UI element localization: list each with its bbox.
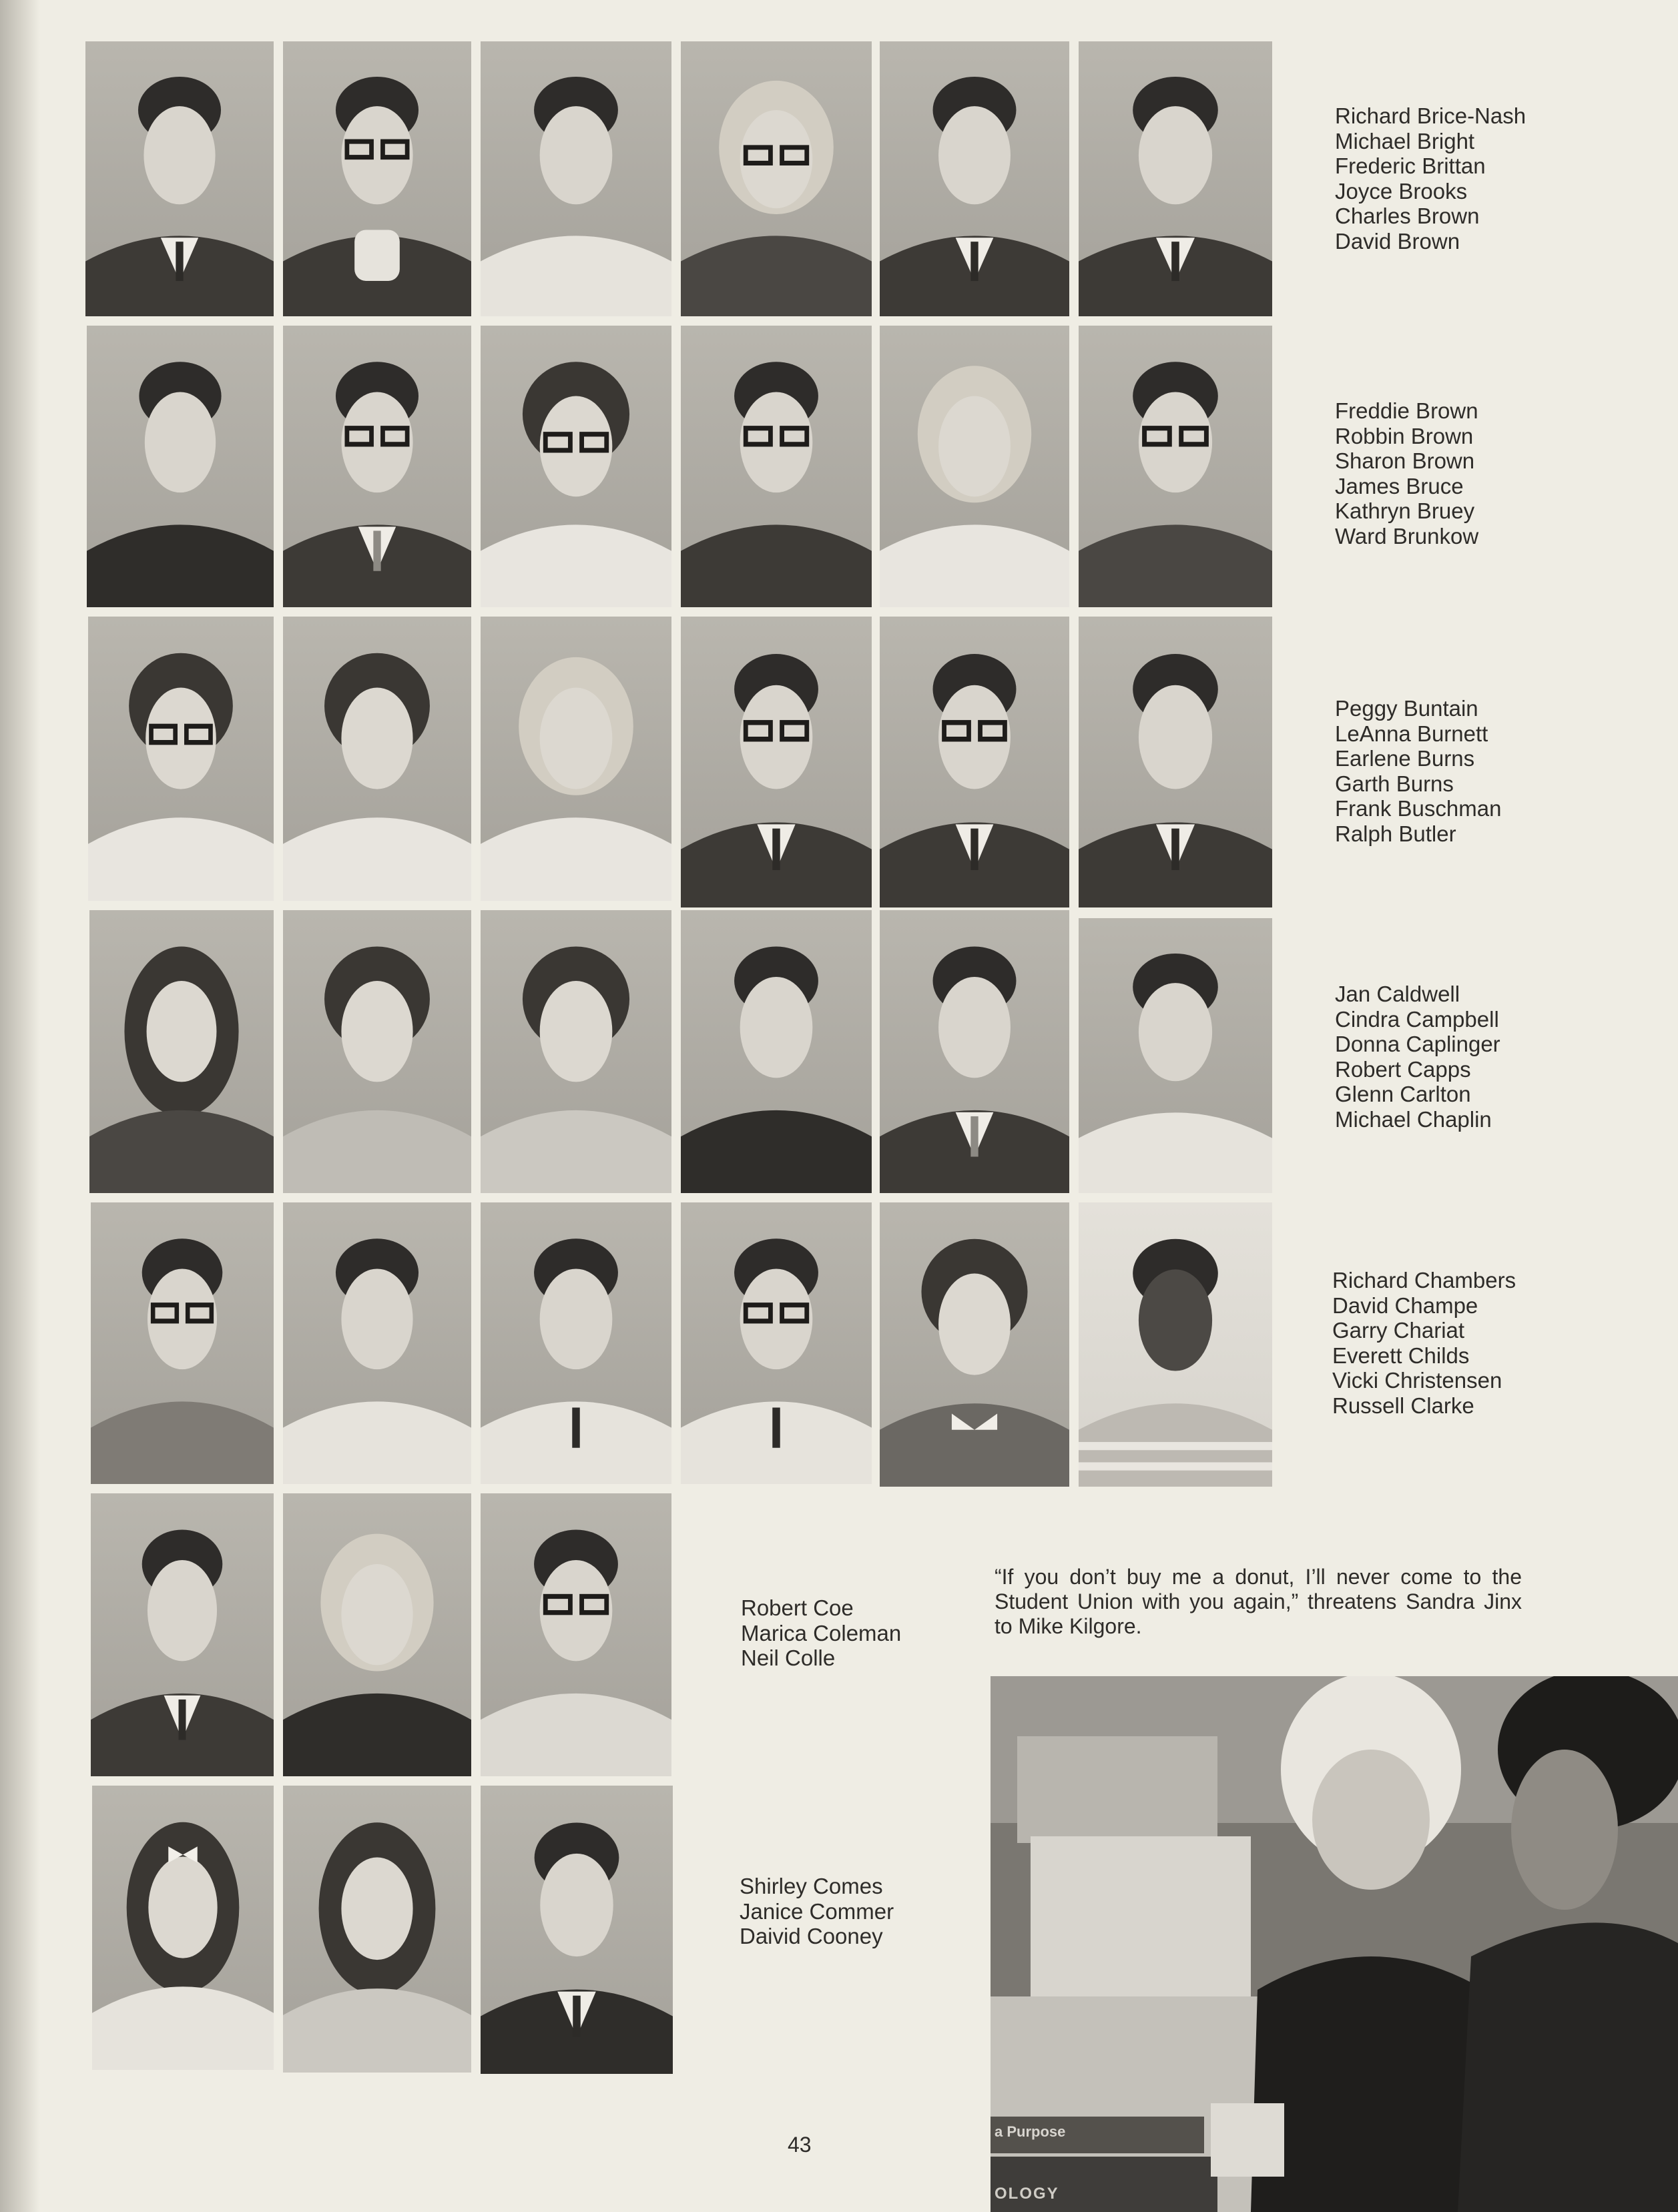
student-name: Vicki Christensen: [1332, 1368, 1502, 1393]
portrait-photo: [481, 910, 671, 1193]
student-name: Garth Burns: [1335, 771, 1454, 796]
portrait-photo: [1079, 326, 1272, 607]
candid-photo: [991, 1676, 1678, 2212]
photo-caption: “If you don’t buy me a donut, I’ll never come to the Student Union with you again,” threatens Sandra Jinx to Mike Kilgore.: [995, 1565, 1522, 1638]
student-name: Sharon Brown: [1335, 448, 1475, 473]
student-name: Frederic Brittan: [1335, 153, 1486, 178]
portrait-photo: [880, 1202, 1069, 1487]
student-name: Kathryn Bruey: [1335, 498, 1475, 523]
student-name: Daivid Cooney: [740, 1924, 883, 1948]
student-name: Michael Bright: [1335, 128, 1475, 153]
portrait-photo: [880, 617, 1069, 907]
name-list: [1335, 696, 1501, 846]
student-name: Michael Chaplin: [1335, 1106, 1492, 1132]
portrait-photo: [880, 41, 1069, 316]
student-name: Glenn Carlton: [1335, 1082, 1471, 1106]
portrait-photo: [89, 910, 274, 1193]
portrait-photo: [880, 910, 1069, 1193]
portrait-photo: [681, 41, 872, 316]
name-list: [1335, 398, 1478, 548]
portrait-photo: [91, 1493, 274, 1776]
name-list: [1335, 103, 1526, 254]
portrait-photo: [283, 326, 471, 607]
portrait-photo: [1079, 41, 1272, 316]
portrait-photo: [1079, 1202, 1272, 1487]
student-name: Janice Commer: [740, 1898, 894, 1924]
student-name: Russell Clarke: [1332, 1393, 1474, 1418]
page-binding-shadow: [0, 0, 40, 2212]
portrait-photo: [481, 1493, 671, 1776]
portrait-photo: [681, 617, 872, 907]
portrait-photo: [681, 326, 872, 607]
student-name: Ralph Butler: [1335, 821, 1456, 846]
student-name: Earlene Burns: [1335, 746, 1475, 771]
student-name: Robert Coe: [741, 1595, 854, 1620]
student-name: Robert Capps: [1335, 1056, 1471, 1082]
student-name: Shirley Comes: [740, 1874, 883, 1898]
page-number: 43: [788, 2133, 812, 2157]
student-name: Donna Caplinger: [1335, 1032, 1500, 1056]
name-list: [1335, 982, 1500, 1132]
student-name: Joyce Brooks: [1335, 178, 1468, 204]
student-name: Frank Buschman: [1335, 796, 1502, 821]
student-name: Charles Brown: [1335, 204, 1480, 228]
portrait-photo: [283, 617, 471, 901]
portrait-photo: [85, 41, 274, 316]
portrait-photo: [91, 1202, 274, 1484]
portrait-photo: [283, 1493, 471, 1776]
portrait-photo: [283, 1786, 471, 2073]
student-name: Neil Colle: [741, 1645, 836, 1670]
portrait-photo: [88, 617, 274, 901]
portrait-photo: [283, 1202, 471, 1484]
portrait-photo: [1079, 617, 1272, 907]
portrait-photo: [481, 1202, 671, 1484]
student-name: Garry Chariat: [1332, 1318, 1465, 1343]
portrait-photo: [681, 910, 872, 1193]
book-title-text: OLOGY: [995, 2185, 1059, 2203]
student-name: James Bruce: [1335, 473, 1464, 498]
portrait-photo: [481, 326, 671, 607]
student-name: Robbin Brown: [1335, 423, 1474, 448]
student-name: LeAnna Burnett: [1335, 721, 1488, 746]
student-name: Freddie Brown: [1335, 398, 1478, 423]
student-name: Marica Coleman: [741, 1620, 902, 1645]
student-name: Jan Caldwell: [1335, 982, 1460, 1006]
student-name: Richard Brice-Nash: [1335, 103, 1526, 128]
portrait-photo: [283, 910, 471, 1193]
name-list: [740, 1874, 894, 1949]
student-name: Cindra Campbell: [1335, 1006, 1499, 1032]
student-name: Peggy Buntain: [1335, 696, 1478, 721]
portrait-photo: [481, 617, 671, 901]
student-name: Ward Brunkow: [1335, 523, 1479, 548]
portrait-photo: [92, 1786, 274, 2070]
portrait-photo: [880, 326, 1069, 607]
student-name: Richard Chambers: [1332, 1268, 1516, 1293]
portrait-photo: [87, 326, 274, 607]
portrait-photo: [481, 1786, 673, 2074]
name-list: [1332, 1268, 1516, 1418]
book-title-text: a Purpose: [995, 2123, 1066, 2140]
student-name: David Champe: [1332, 1293, 1478, 1318]
student-name: David Brown: [1335, 228, 1460, 254]
portrait-photo: [1079, 918, 1272, 1193]
student-name: Everett Childs: [1332, 1343, 1470, 1368]
name-list: [741, 1595, 901, 1671]
portrait-photo: [681, 1202, 872, 1484]
portrait-photo: [283, 41, 471, 316]
portrait-photo: [481, 41, 671, 316]
